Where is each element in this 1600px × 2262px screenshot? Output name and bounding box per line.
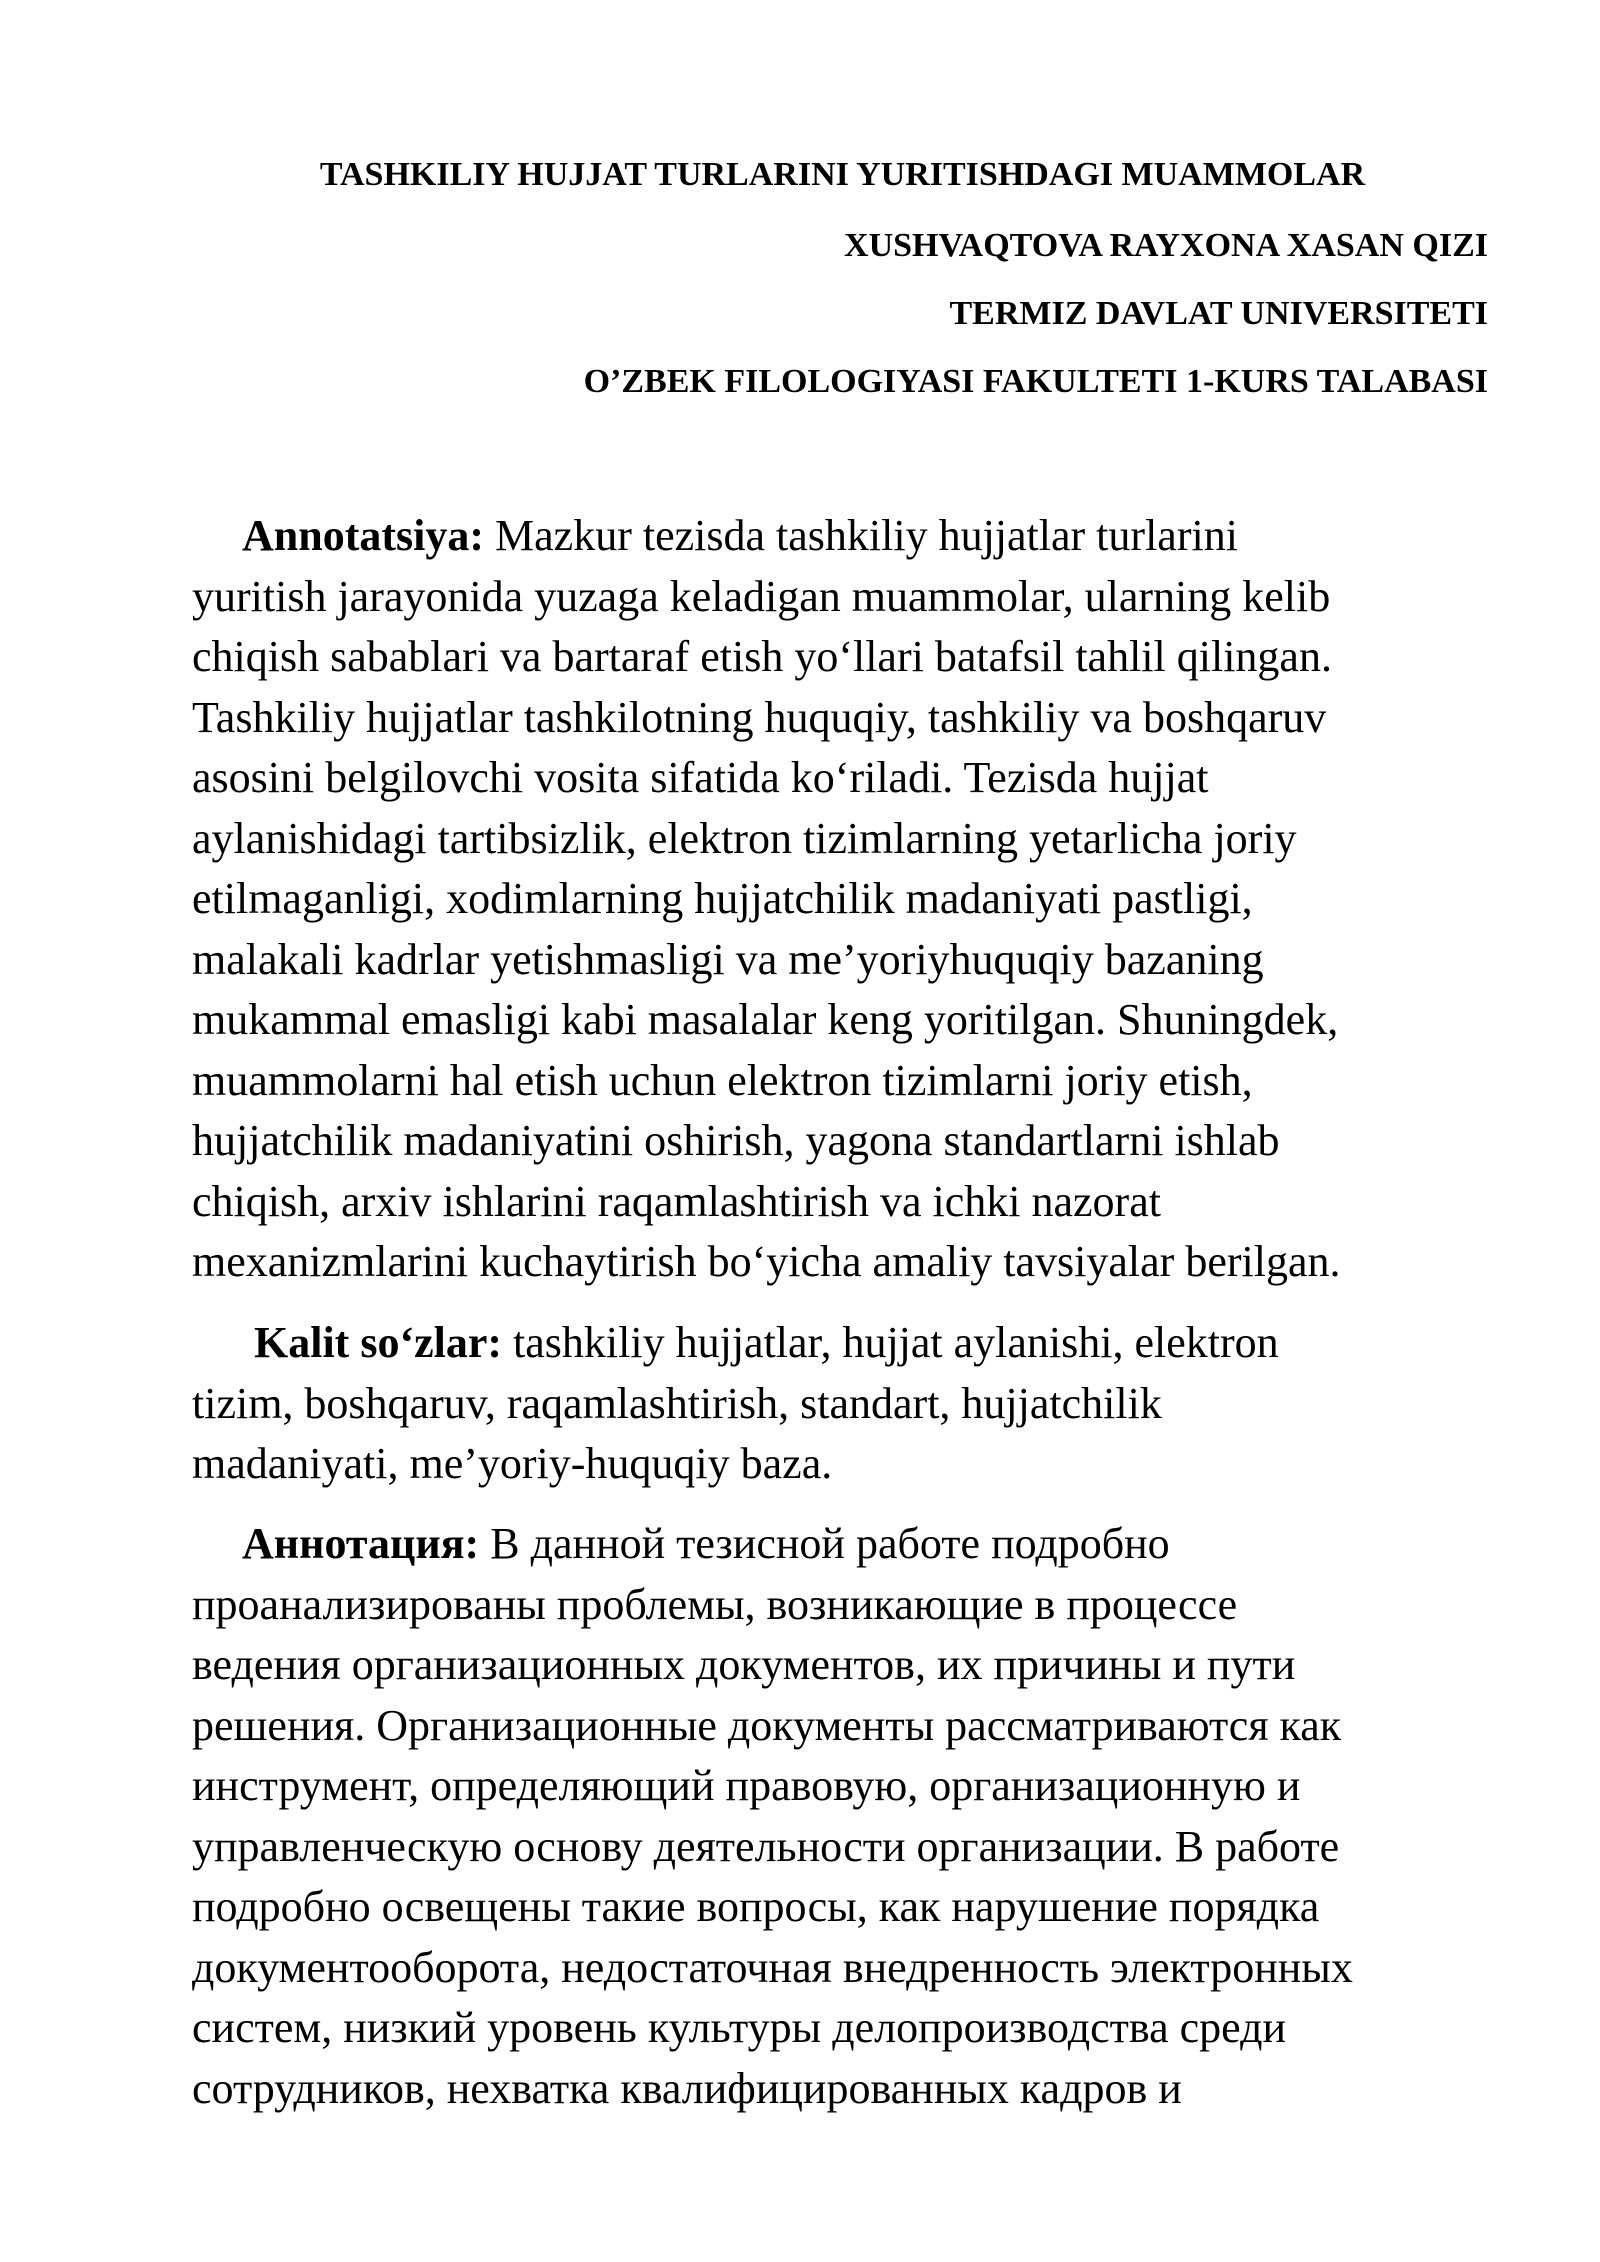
keywords-uz-line <box>192 1313 1492 1374</box>
abstract-uz-line: Tashkiliy hujjatlar tashkilotning huquqiy, tashkiliy va boshqaruv <box>192 692 1327 742</box>
keywords-uz-label: Kalit so‘zlar: <box>254 1318 503 1367</box>
paper-title: TASHKILIY HUJJAT TURLARINI YURITISHDAGI MUAMMOLAR <box>319 156 1366 193</box>
abstract-uz-line: yuritish jarayonida yuzaga keladigan muammolar, ularning kelib <box>192 571 1331 621</box>
abstract-uz-line: chiqish sabablari va bartaraf etish yo‘llari batafsil tahlil qilingan. <box>192 632 1332 681</box>
abstract-ru-text: В данной тезисной работе подробно <box>479 1519 1170 1568</box>
abstract-ru-line: документооборота, недостаточная внедренность электронных <box>192 1942 1353 1992</box>
abstract-uz-line: chiqish, arxiv ishlarini raqamlashtirish va ichki nazorat <box>192 1176 1161 1226</box>
abstract-uz-line: etilmaganligi, xodimlarning hujjatchilik madaniyati pastligi, <box>192 874 1253 923</box>
abstract-ru-line: сотрудников, нехватка квалифицированных кадров и <box>192 2063 1182 2113</box>
abstract-uz-line: asosini belgilovchi vosita sifatida ko‘riladi. Tezisda hujjat <box>192 753 1209 802</box>
abstract-uz-line: aylanishidagi tartibsizlik, elektron tizimlarning yetarlicha joriy <box>192 813 1297 863</box>
abstract-uz-text: Mazkur tezisda tashkiliy hujjatlar turlarini <box>484 511 1238 560</box>
abstract-ru-line: решения. Организационные документы рассматриваются как <box>192 1700 1342 1750</box>
abstract-ru-line: систем, низкий уровень культуры делопроизводства среди <box>192 2003 1287 2052</box>
author-name: XUSHVAQTOVA RAYXONA XASAN QIZI <box>844 227 1488 264</box>
keywords-uz-line: tizim, boshqaruv, raqamlashtirish, standart, hujjatchilik <box>192 1378 1162 1428</box>
keywords-uz-line: madaniyati, me’yoriy-huquqiy baza. <box>192 1439 833 1488</box>
abstract-ru-line: инструмент, определяющий правовую, организационную и <box>192 1761 1301 1810</box>
abstract-uz-line <box>192 506 1492 567</box>
abstract-ru-line: ведения организационных документов, их причины и пути <box>192 1640 1296 1689</box>
abstract-uz-line: hujjatchilik madaniyatini oshirish, yagona standartlarni ishlab <box>192 1116 1280 1165</box>
abstract-ru-label: Аннотация: <box>242 1519 480 1568</box>
author-faculty: O’ZBEK FILOLOGIYASI FAKULTETI 1-KURS TALABASI <box>583 363 1488 400</box>
abstract-russian <box>192 1514 1492 2119</box>
abstract-ru-line: проанализированы проблемы, возникающие в процессе <box>192 1579 1238 1629</box>
keywords-uzbek <box>192 1313 1492 1495</box>
keywords-uz-text: tashkiliy hujjatlar, hujjat aylanishi, elektron <box>502 1318 1279 1367</box>
abstract-ru-line: управленческую основу деятельности организации. В работе <box>192 1821 1340 1871</box>
abstract-uzbek <box>192 506 1492 1293</box>
abstract-ru-line: подробно освещены такие вопросы, как нарушение порядка <box>192 1882 1320 1931</box>
abstract-uz-label: Annotatsiya: <box>242 511 485 560</box>
abstract-uz-line: malakali kadrlar yetishmasligi va me’yoriyhuquqiy bazaning <box>192 934 1264 984</box>
abstract-ru-line <box>192 1514 1492 1575</box>
author-university: TERMIZ DAVLAT UNIVERSITETI <box>949 295 1488 332</box>
abstract-uz-line: mukammal emasligi kabi masalalar keng yoritilgan. Shuningdek, <box>192 995 1339 1044</box>
abstract-uz-line: mexanizmlarini kuchaytirish bo‘yicha amaliy tavsiyalar berilgan. <box>192 1237 1341 1286</box>
abstract-uz-line: muammolarni hal etish uchun elektron tizimlarni joriy etish, <box>192 1055 1253 1105</box>
